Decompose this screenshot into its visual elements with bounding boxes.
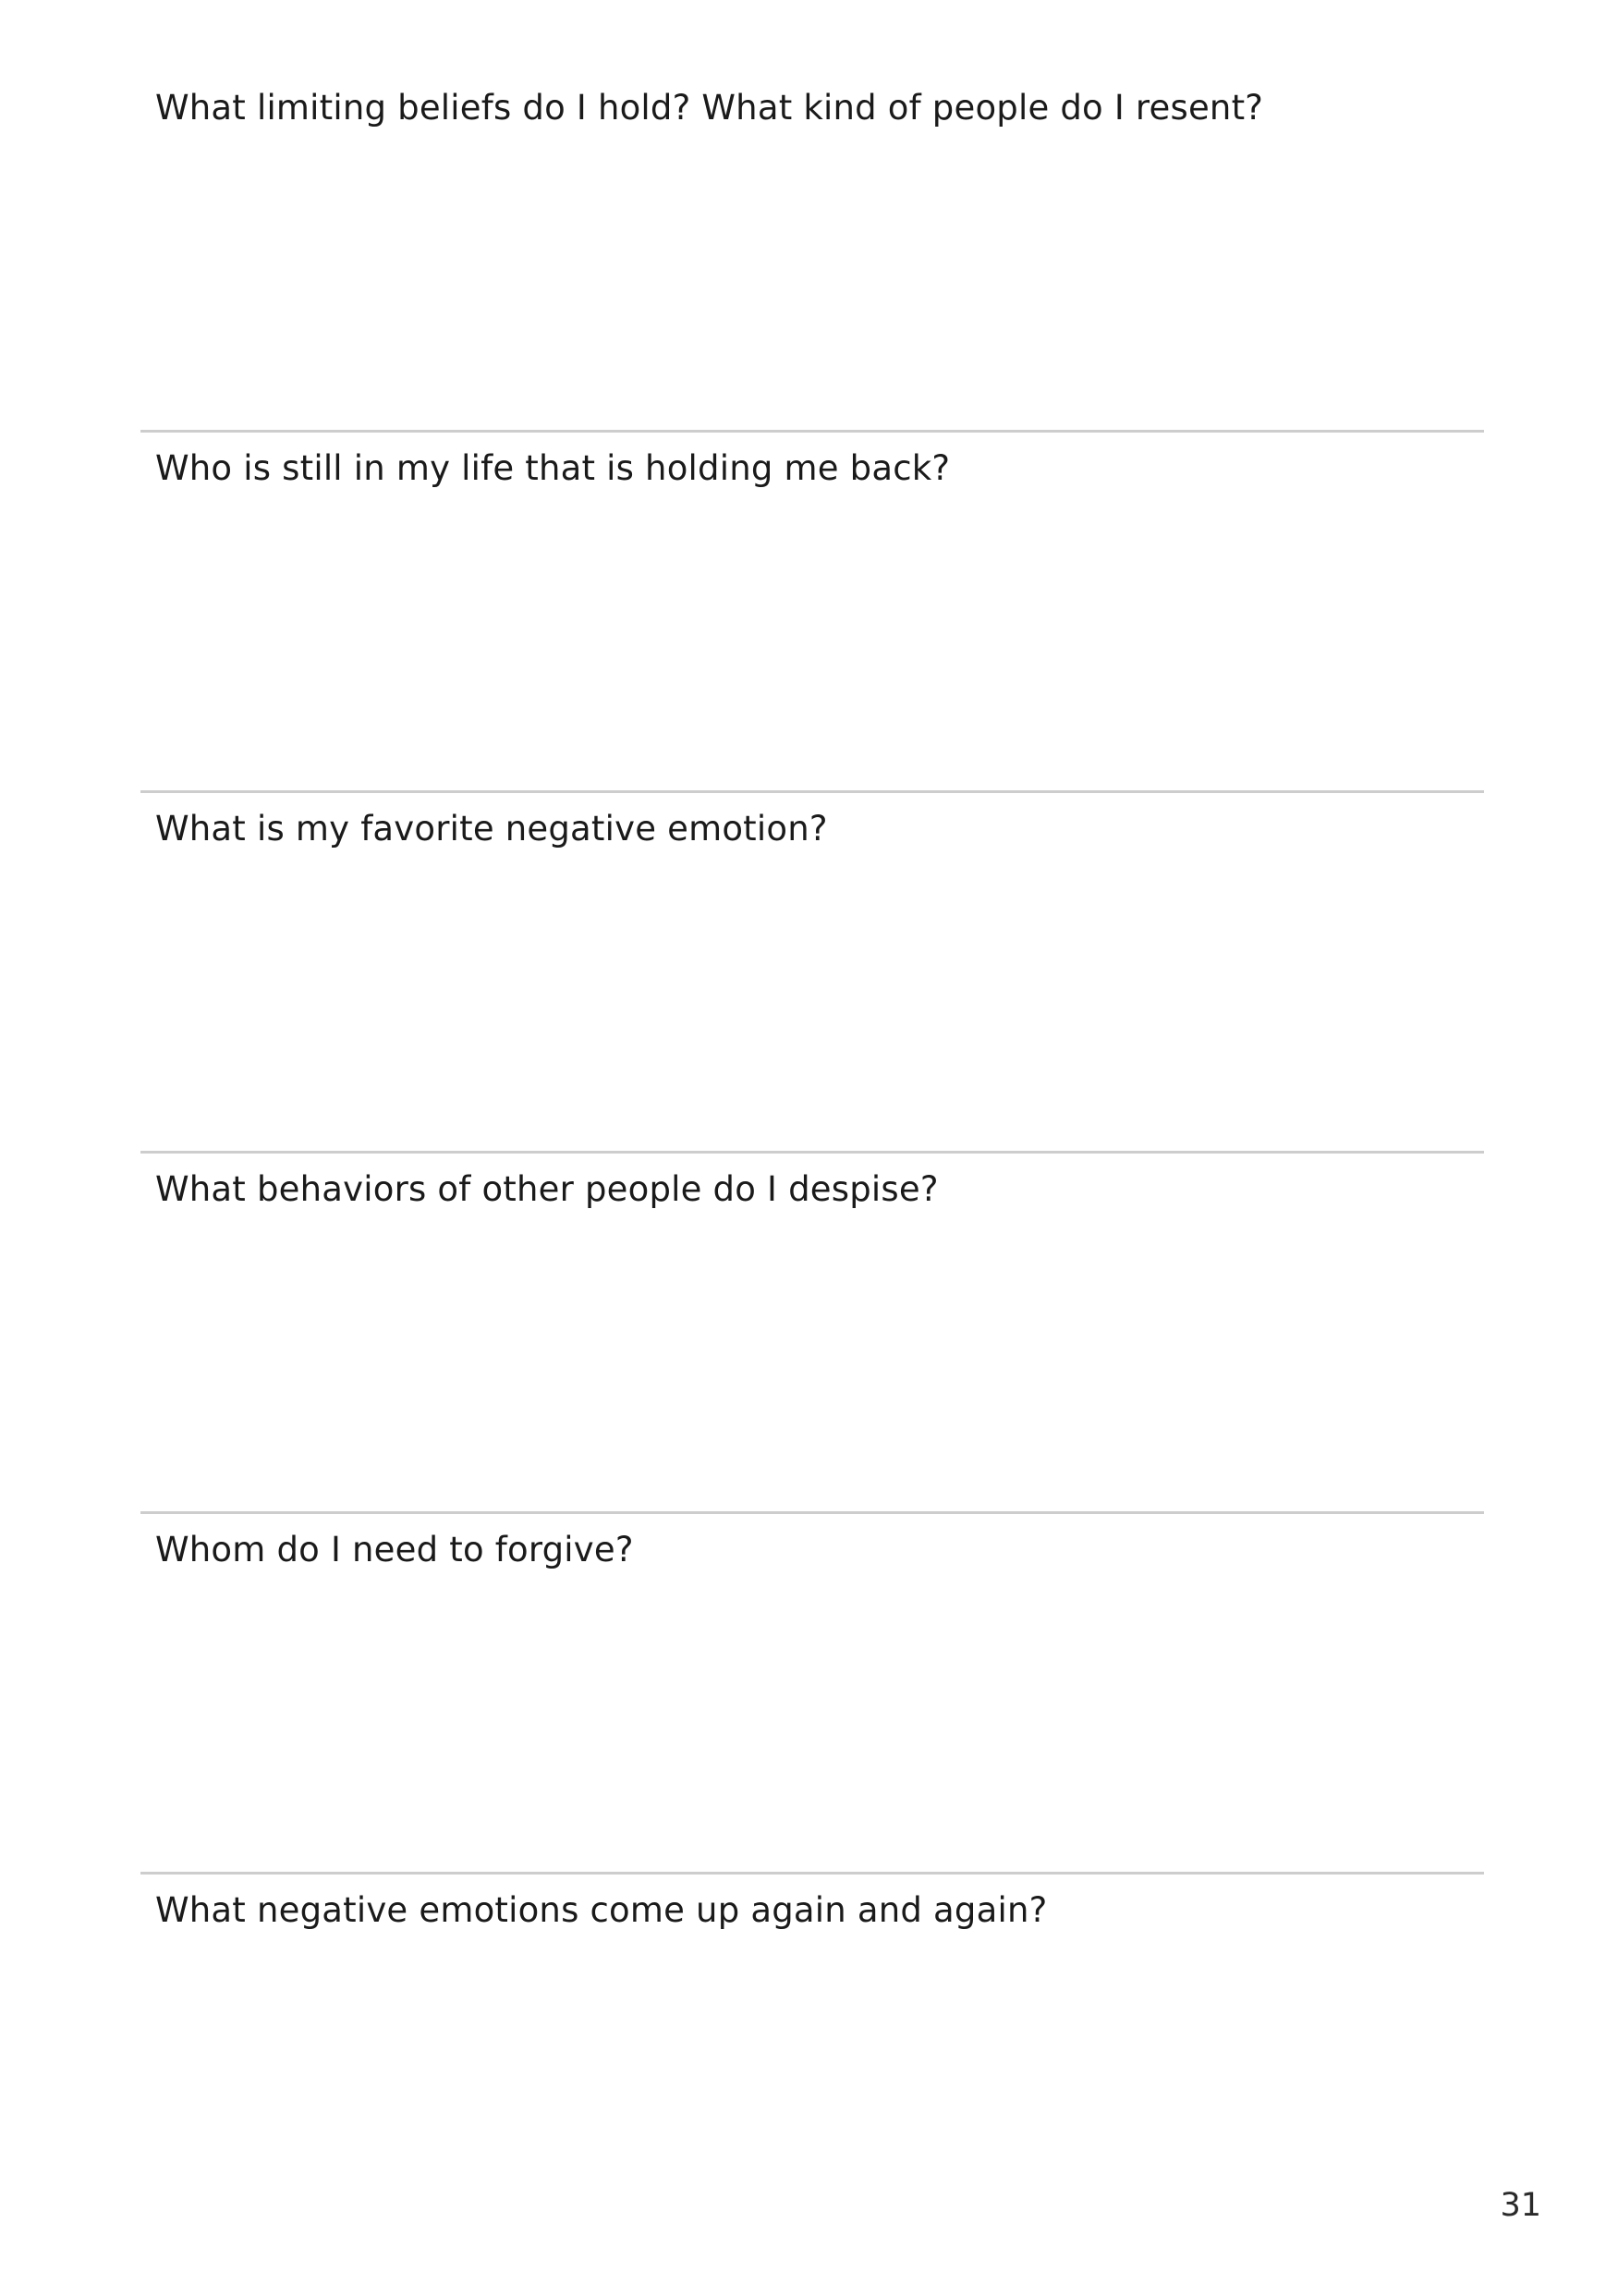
question-behaviors-despise: What behaviors of other people do I despise? <box>155 1169 939 1209</box>
section-divider <box>140 1872 1484 1875</box>
question-need-to-forgive: Whom do I need to forgive? <box>155 1530 634 1569</box>
section-divider <box>140 790 1484 793</box>
section-divider <box>140 430 1484 433</box>
question-limiting-beliefs: What limiting beliefs do I hold? What kind of people do I resent? <box>155 88 1264 128</box>
question-recurring-negative-emotions: What negative emotions come up again and again? <box>155 1890 1048 1930</box>
question-favorite-negative-emotion: What is my favorite negative emotion? <box>155 809 828 849</box>
question-holding-me-back: Who is still in my life that is holding me back? <box>155 448 951 488</box>
section-divider <box>140 1151 1484 1154</box>
page-number: 31 <box>1500 2187 1541 2224</box>
section-divider <box>140 1511 1484 1514</box>
